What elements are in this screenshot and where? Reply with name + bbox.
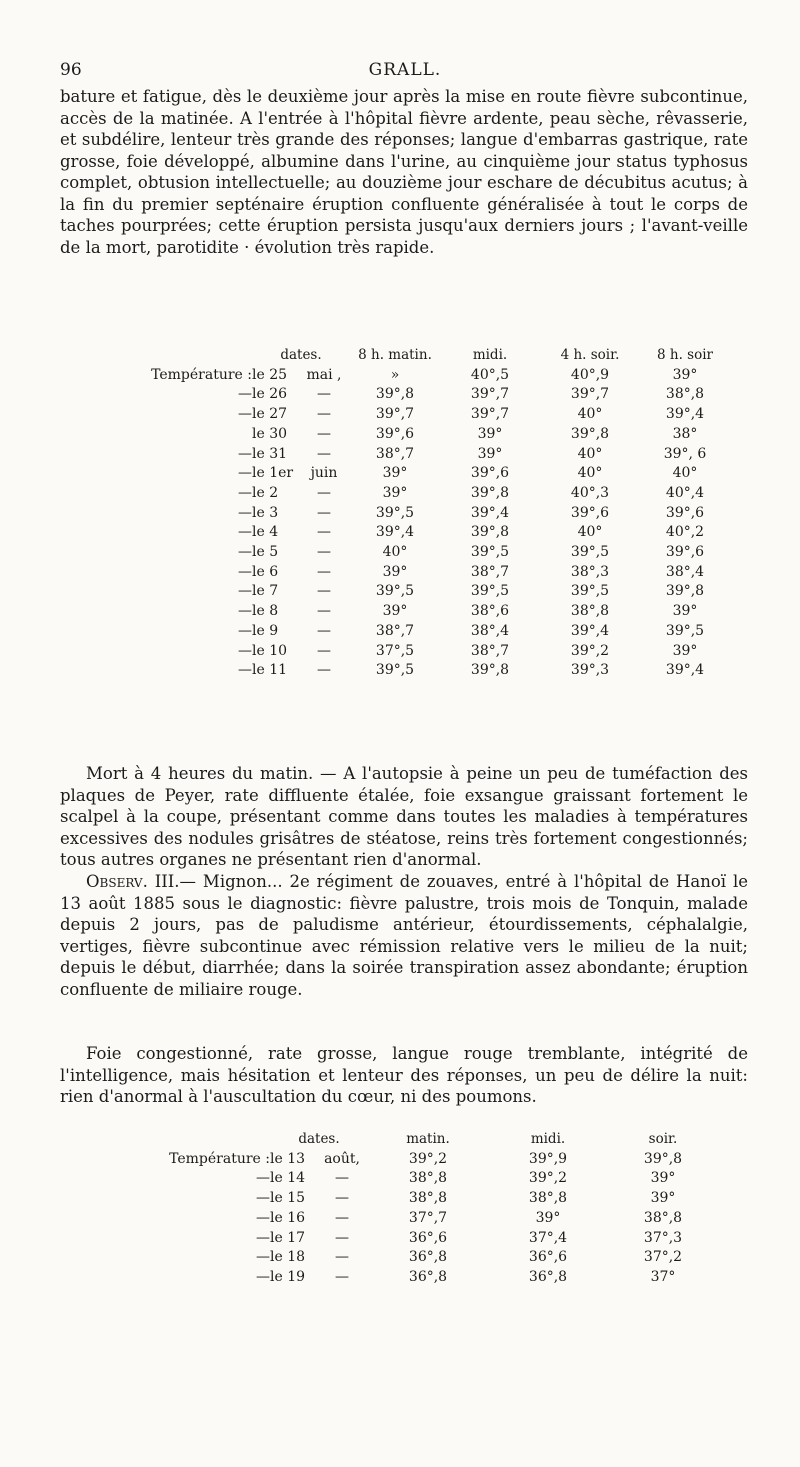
temperature-value: 39° — [477, 445, 503, 462]
temperature-value: 39°,5 — [665, 622, 705, 639]
temperature-value: 39° — [382, 465, 408, 482]
column-header-dates: dates. — [280, 347, 322, 363]
temperature-value: 39°,5 — [570, 583, 610, 600]
temperature-value: 39°,5 — [470, 544, 510, 561]
temperature-value: 39°,7 — [570, 386, 610, 403]
temperature-value: 38°,7 — [375, 445, 415, 462]
row-day: le 26 — [252, 386, 288, 403]
temperature-value: 39°,5 — [375, 662, 415, 679]
temperature-value: 39° — [535, 1209, 561, 1226]
row-label: — — [238, 386, 252, 403]
table-row — [102, 622, 730, 642]
temperature-value: 39° — [382, 563, 408, 580]
temperature-value: 39°,8 — [470, 524, 510, 541]
temperature-value: 39° — [650, 1170, 676, 1187]
row-label: — — [238, 524, 252, 541]
table-row — [102, 366, 730, 386]
row-day: le 9 — [252, 622, 279, 639]
temperature-value: 39°,3 — [570, 662, 610, 679]
table-row — [102, 642, 730, 662]
temperature-value: 40°,5 — [470, 366, 510, 383]
temperature-value: 39°,5 — [570, 544, 610, 561]
temperature-value: 39° — [382, 484, 408, 501]
row-day: le 1er — [252, 465, 294, 482]
table-row — [120, 1189, 718, 1209]
table-row — [102, 464, 730, 484]
row-month: — — [335, 1190, 349, 1207]
table-row — [102, 523, 730, 543]
temperature-value: 40°,2 — [665, 524, 705, 541]
temperature-value: 40° — [577, 406, 603, 423]
temperature-value: 39°,6 — [665, 544, 705, 561]
table-row — [120, 1209, 718, 1229]
temperature-value: 38°,4 — [665, 563, 705, 580]
table-row — [102, 504, 730, 524]
temperature-value: 39°,6 — [375, 425, 415, 442]
row-month: — — [335, 1170, 349, 1187]
table-row — [102, 543, 730, 563]
temperature-value: 39°,7 — [375, 406, 415, 423]
temperature-value: 39°,8 — [665, 583, 705, 600]
column-header: midi. — [530, 1131, 566, 1147]
temperature-value: 39°,4 — [665, 406, 705, 423]
temperature-value: 39°,4 — [665, 662, 705, 679]
temperature-value: 40° — [577, 445, 603, 462]
table-row — [120, 1248, 718, 1268]
column-header: 4 h. soir. — [560, 347, 620, 363]
temperature-value: 38°,7 — [470, 563, 510, 580]
row-month: juin — [310, 465, 338, 482]
temperature-value: 40° — [382, 544, 408, 561]
temperature-value: 39° — [650, 1190, 676, 1207]
temperature-value: 36°,8 — [408, 1249, 448, 1266]
row-day: le 7 — [252, 583, 279, 600]
row-label: — — [238, 563, 252, 580]
row-month: — — [317, 603, 331, 620]
temperature-value: 39°,4 — [570, 622, 610, 639]
temperature-value: 39°,6 — [570, 504, 610, 521]
row-label: — — [238, 544, 252, 561]
temperature-value: 38°,7 — [470, 642, 510, 659]
row-day: le 25 — [252, 366, 288, 383]
temperature-value: 38°,8 — [643, 1209, 683, 1226]
temperature-value: 39°,6 — [470, 465, 510, 482]
row-month: — — [317, 622, 331, 639]
table-row — [120, 1268, 718, 1288]
row-month: — — [317, 445, 331, 462]
row-label: — — [256, 1170, 270, 1187]
table-row — [120, 1169, 718, 1189]
temperature-value: 38°,4 — [470, 622, 510, 639]
header-spacer — [102, 346, 252, 366]
temperature-value: 38°,8 — [528, 1190, 568, 1207]
row-day: le 18 — [270, 1249, 306, 1266]
row-day: le 5 — [252, 544, 279, 561]
row-month: août, — [324, 1150, 360, 1167]
temperature-value: 38°,8 — [570, 603, 610, 620]
row-label: — — [238, 484, 252, 501]
temperature-value: 36°,6 — [528, 1249, 568, 1266]
temperature-value: 39°,2 — [528, 1170, 568, 1187]
temperature-value: 38°,6 — [470, 603, 510, 620]
temperature-value: 39°,8 — [643, 1150, 683, 1167]
temperature-value: 39°,5 — [375, 583, 415, 600]
temperature-value: 39°,4 — [470, 504, 510, 521]
row-label — [102, 425, 252, 445]
temperature-value: 37°,7 — [408, 1209, 448, 1226]
temperature-value: 36°,8 — [408, 1268, 448, 1285]
temperature-value: 38°,8 — [408, 1170, 448, 1187]
row-month: — — [317, 504, 331, 521]
temperature-value: 40°,3 — [570, 484, 610, 501]
row-day: le 10 — [252, 642, 288, 659]
temperature-value: 39° — [672, 603, 698, 620]
temperature-value: 38°,3 — [570, 563, 610, 580]
temperature-value: 36°,6 — [408, 1229, 448, 1246]
row-month: — — [317, 386, 331, 403]
temperature-value: 39°,8 — [470, 662, 510, 679]
row-day: le 19 — [270, 1268, 306, 1285]
row-label: — — [256, 1229, 270, 1246]
temperature-value: 37°,4 — [528, 1229, 568, 1246]
row-month: — — [335, 1249, 349, 1266]
row-day: le 8 — [252, 603, 279, 620]
row-day: le 31 — [252, 445, 288, 462]
temperature-table-1 — [102, 346, 730, 681]
temperature-value: 40° — [672, 465, 698, 482]
temperature-value: 38°,8 — [408, 1190, 448, 1207]
table-row — [102, 582, 730, 602]
row-month: — — [317, 484, 331, 501]
row-day: le 27 — [252, 406, 288, 423]
row-month: — — [317, 642, 331, 659]
temperature-value: 39° — [672, 366, 698, 383]
temperature-value: 37°,5 — [375, 642, 415, 659]
page-number: 96 — [60, 60, 82, 80]
temperature-value: 38°,7 — [375, 622, 415, 639]
temperature-value: 39° — [382, 603, 408, 620]
row-label: — — [256, 1268, 270, 1285]
temperature-value: 39°,6 — [665, 504, 705, 521]
table-row — [102, 602, 730, 622]
temperature-value: 39°,7 — [470, 406, 510, 423]
column-header: 8 h. matin. — [358, 347, 432, 363]
row-day: le 14 — [270, 1170, 306, 1187]
row-day: le 17 — [270, 1229, 306, 1246]
temperature-value: 38° — [672, 425, 698, 442]
column-header: matin. — [406, 1131, 450, 1147]
temperature-value: 39°,9 — [528, 1150, 568, 1167]
row-month: — — [317, 662, 331, 679]
table-row — [102, 661, 730, 681]
temperature-value: 39°,7 — [470, 386, 510, 403]
temperature-value: 40°,4 — [665, 484, 705, 501]
temperature-value: 39°,4 — [375, 524, 415, 541]
temperature-value: 40°,9 — [570, 366, 610, 383]
row-label: Température : — [151, 366, 252, 383]
row-month: — — [317, 425, 331, 442]
temperature-value: 37°,3 — [643, 1229, 683, 1246]
observation-heading: Observ. III. — [86, 872, 180, 891]
table-row — [120, 1150, 718, 1170]
table-row — [102, 385, 730, 405]
row-label: — — [238, 406, 252, 423]
row-day: le 6 — [252, 563, 279, 580]
row-label: — — [256, 1209, 270, 1226]
row-month: — — [317, 583, 331, 600]
column-header-dates: dates. — [298, 1131, 340, 1147]
row-day: le 2 — [252, 484, 279, 501]
table-row — [120, 1229, 718, 1249]
observation-text: — Mignon... 2e régiment de zouaves, entré à l'hôpital de Hanoï le 13 août 1885 sous le diagnostic: fièvre palustre, trois mois de Tonquin, malade depuis 2 jours, pas de paludisme antérieur, étourdissements, céphalalgie, vertiges, fièvre subcontinue avec rémission relative vers le milieu de la nuit; depuis le début, diarrhée; dans la soirée transpiration assez abondante; éruption confluente de miliaire rouge. — [60, 872, 748, 999]
paragraph-4: Foie congestionné, rate grosse, langue rouge tremblante, intégrité de l'intelligence, mais hésitation et lenteur des réponses, un peu de délire la nuit: rien d'anormal à l'auscultation du cœur, ni des poumons. — [60, 1044, 748, 1106]
temperature-value: 39°,8 — [570, 425, 610, 442]
temperature-value: 39°,8 — [375, 386, 415, 403]
temperature-value: 39°, 6 — [663, 445, 707, 462]
page-header — [60, 60, 750, 84]
temperature-value: 38°,8 — [665, 386, 705, 403]
row-label: — — [238, 504, 252, 521]
row-day: le 4 — [252, 524, 279, 541]
row-month: — — [335, 1209, 349, 1226]
header-spacer — [120, 1130, 270, 1150]
paragraph-2: Mort à 4 heures du matin. — A l'autopsie à peine un peu de tuméfaction des plaques de Peyer, rate diffluente étalée, foie exsangue graissant fortement le scalpel à la coupe, présentant comme dans toutes les maladies à températures excessives des nodules grisâtres de stéatose, reins très fortement congestionnés; tous autres organes ne présentant rien d'anormal. — [60, 764, 748, 869]
table-header-row — [120, 1130, 718, 1150]
row-month: — — [335, 1229, 349, 1246]
temperature-value: 40° — [577, 465, 603, 482]
row-month: — — [317, 524, 331, 541]
temperature-value: 37° — [650, 1268, 676, 1285]
paragraph-1: bature et fatigue, dès le deuxième jour après la mise en route fièvre subcontinue, accès de la matinée. A l'entrée à l'hôpital fièvre ardente, peau sèche, rêvasserie, et subdélire, lenteur très grande des réponses; langue d'embarras gastrique, rate grosse, foie développé, albumine dans l'urine, au cinquième jour status typhosus complet, obtusion intellectuelle; au douzième jour eschare de décubitus acutus; à la fin du premier septénaire éruption confluente généralisée à tout le corps de taches pourprées; cette éruption persista jusqu'aux derniers jours ; l'avant-veille de la mort, parotidite · évolution très rapide. — [60, 87, 748, 257]
row-month: — — [335, 1268, 349, 1285]
row-label: — — [238, 465, 252, 482]
row-day: le 16 — [270, 1209, 306, 1226]
temperature-value: 39°,5 — [470, 583, 510, 600]
temperature-value: 39°,2 — [570, 642, 610, 659]
table-header-row — [102, 346, 730, 366]
table-row — [102, 425, 730, 445]
row-label: — — [256, 1190, 270, 1207]
temperature-value: 37°,2 — [643, 1249, 683, 1266]
table-row — [102, 484, 730, 504]
row-day: le 13 — [270, 1150, 306, 1167]
row-label: — — [256, 1249, 270, 1266]
temperature-value: 36°,8 — [528, 1268, 568, 1285]
row-day: le 11 — [252, 662, 288, 679]
row-day: le 30 — [252, 425, 288, 442]
row-label: — — [238, 445, 252, 462]
paragraph-3 — [60, 871, 748, 1000]
row-label: — — [238, 603, 252, 620]
temperature-value: 39°,2 — [408, 1150, 448, 1167]
temperature-value: 39°,8 — [470, 484, 510, 501]
temperature-value: » — [390, 366, 400, 383]
temperature-value: 39°,5 — [375, 504, 415, 521]
row-day: le 15 — [270, 1190, 306, 1207]
column-header: soir. — [648, 1131, 678, 1147]
temperature-value: 39° — [672, 642, 698, 659]
row-month: — — [317, 544, 331, 561]
temperature-table-2 — [120, 1130, 718, 1288]
row-day: le 3 — [252, 504, 279, 521]
row-label: — — [238, 622, 252, 639]
temperature-value: 40° — [577, 524, 603, 541]
column-header: midi. — [472, 347, 508, 363]
temperature-value: 39° — [477, 425, 503, 442]
row-label: — — [238, 662, 252, 679]
row-month: — — [317, 406, 331, 423]
column-header: 8 h. soir — [657, 347, 713, 363]
row-month: — — [317, 563, 331, 580]
row-label: Température : — [169, 1150, 270, 1167]
table-row — [102, 405, 730, 425]
row-month: mai , — [306, 366, 342, 383]
row-label: — — [238, 642, 252, 659]
table-row — [102, 445, 730, 465]
running-title: GRALL. — [368, 60, 442, 80]
table-row — [102, 563, 730, 583]
row-label: — — [238, 583, 252, 600]
